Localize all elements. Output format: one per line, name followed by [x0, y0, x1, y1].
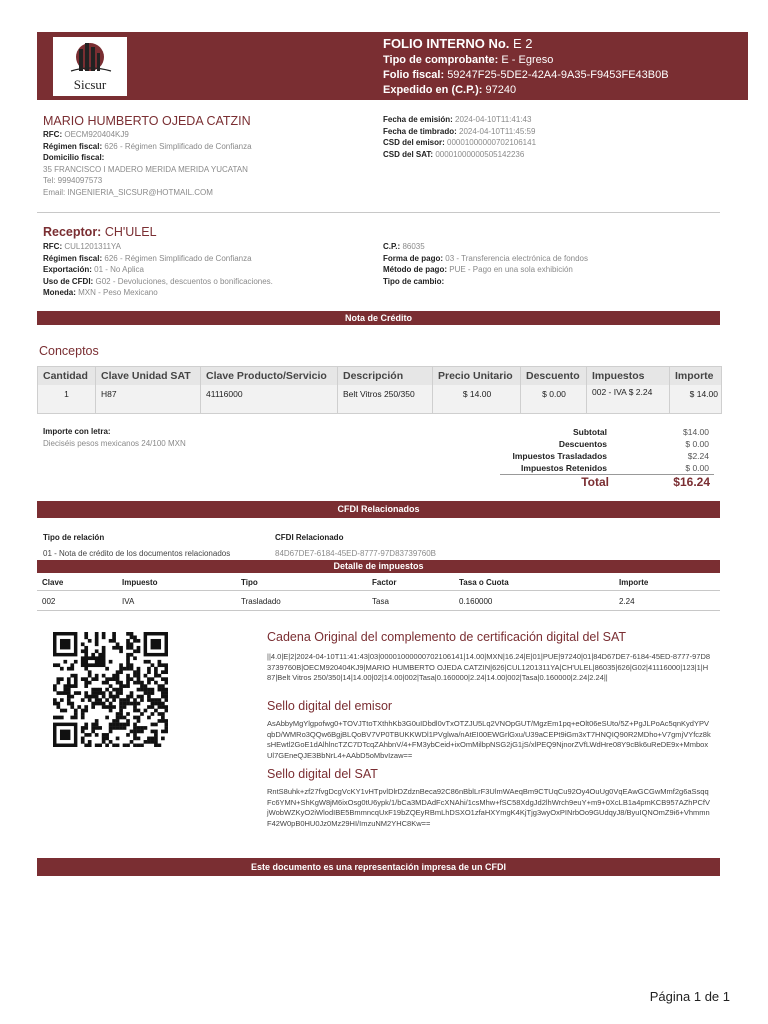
moneda-label: Moneda:: [43, 288, 76, 297]
csd-sat-label: CSD del SAT:: [383, 149, 434, 159]
exportacion-value: 01 - No Aplica: [94, 265, 144, 274]
total-label: Total: [581, 475, 609, 489]
folio-fiscal-label: Folio fiscal:: [383, 69, 445, 81]
folio-label: FOLIO INTERNO No.: [383, 36, 510, 51]
th-descuento: Descuento: [526, 370, 580, 382]
receptor-regimen: 626 - Régimen Simplificado de Confianza: [104, 253, 252, 263]
metodo-pago-label: Método de pago:: [383, 265, 447, 274]
imp-th-factor: Factor: [372, 578, 397, 587]
imp-divider-bottom: [37, 610, 720, 611]
importe-letra-value: Dieciséis pesos mexicanos 24/100 MXN: [43, 439, 186, 448]
imp-td-tasa: 0.160000: [459, 597, 493, 606]
moneda-value: MXN - Peso Mexicano: [78, 288, 158, 297]
imp-td-tipo: Trasladado: [241, 597, 281, 606]
cfdi-relacionados-band: CFDI Relacionados: [37, 501, 720, 518]
emision-label: Fecha de emisión:: [383, 115, 453, 124]
metodo-pago-value: PUE - Pago en una sola exhibición: [449, 265, 573, 274]
receptor-details: [43, 241, 373, 299]
imp-th-tipo: Tipo: [241, 578, 258, 587]
timbrado-value: 2024-04-10T11:45:59: [459, 126, 536, 136]
trasladados-value: $2.24: [687, 451, 709, 461]
timbrado-label: Fecha de timbrado:: [383, 126, 457, 136]
nota-credito-band: Nota de Crédito: [37, 311, 720, 325]
th-cantidad: Cantidad: [43, 370, 88, 382]
tipo-label: Tipo de comprobante:: [383, 54, 499, 66]
folio-interno: [383, 36, 533, 51]
uso-cfdi-label: Uso de CFDI:: [43, 276, 94, 286]
conceptos-header: [37, 366, 722, 386]
cp-label: C.P.:: [383, 242, 401, 251]
csd-emisor-value: 00001000000702106141: [447, 138, 537, 147]
tipo-relacion-label: Tipo de relación: [43, 533, 105, 542]
tipo-relacion-value: 01 - Nota de crédito de los documentos relacionados: [43, 549, 231, 558]
imp-divider: [37, 590, 720, 591]
th-impuestos: Impuestos: [592, 370, 645, 382]
receptor-name: CH'ULEL: [104, 225, 157, 239]
emisor-rfc-label: RFC:: [43, 130, 63, 139]
emisor-name: MARIO HUMBERTO OJEDA CATZIN: [43, 114, 251, 128]
imp-th-impuesto: Impuesto: [122, 578, 158, 587]
qr-code-image: [53, 632, 168, 747]
tipo-value: E - Egreso: [501, 54, 554, 66]
subtotal-value: $14.00: [683, 427, 709, 437]
table-row: [37, 385, 722, 414]
forma-pago-label: Forma de pago:: [383, 253, 444, 263]
descuentos-label: Descuentos: [558, 439, 607, 449]
subtotal-label: Subtotal: [573, 427, 607, 437]
expedido-en: [383, 84, 516, 96]
imp-td-importe: 2.24: [619, 597, 635, 606]
tipo-comprobante: [383, 54, 553, 66]
folio-fiscal: [383, 69, 669, 81]
imp-td-clave: 002: [42, 597, 56, 606]
tipo-cambio-label: Tipo de cambio:: [383, 276, 445, 286]
receptor-label: Receptor:: [43, 225, 102, 239]
exportacion-label: Exportación:: [43, 265, 92, 274]
td-cantidad: 1: [64, 389, 69, 399]
detalle-impuestos-band: Detalle de impuestos: [37, 560, 720, 573]
td-precio: $ 14.00: [462, 389, 492, 399]
total-value: $16.24: [673, 475, 710, 489]
cfdi-relacionado-label: CFDI Relacionado: [275, 533, 344, 542]
emisor-domicilio-label: Domicilio fiscal:: [43, 153, 105, 162]
th-clave-producto: Clave Producto/Servicio: [206, 370, 327, 382]
csd-sat-value: 00001000000505142236: [435, 149, 525, 159]
descuentos-value: $ 0.00: [685, 439, 709, 449]
cfdi-relacionado-value: 84D67DE7-6184-45ED-8777-97D83739760B: [275, 549, 437, 558]
cadena-original-title: Cadena Original del complemento de certificación digital del SAT: [267, 630, 626, 644]
td-impuestos: 002 - IVA $ 2.24: [592, 387, 653, 397]
td-descuento: $ 0.00: [542, 389, 566, 399]
sello-sat-title: Sello digital del SAT: [267, 767, 378, 781]
emisor-tel: Tel: 9994097573: [43, 176, 103, 185]
th-clave-unidad: Clave Unidad SAT: [101, 370, 191, 382]
cadena-original-text: ||4.0|E|2|2024-04-10T11:41:43|03|00001000000702106141|14.00|MXN|16.24|E|01|PUE|97240|01|84D67DE7-6184-45ED-8777-97D83739760B|OECM920404KJ9|MARIO HUMBERTO OJEDA CATZIN|626|CUL1201311YA|CH'ULEL|86035|626|G02|41116000|123|1|H87|Belt Vitros 250/350|14|14.00|02|14.00|002|Tasa|0.160000|2.24|14.00|002|Tasa|0.160000|2.24|2.24||: [267, 652, 711, 682]
td-importe: $ 14.00: [689, 389, 718, 399]
retenidos-label: Impuestos Retenidos: [521, 463, 607, 473]
csd-emisor-label: CSD del emisor:: [383, 138, 445, 147]
emisor-regimen: 626 - Régimen Simplificado de Confianza: [104, 141, 252, 151]
cp-value: 86035: [402, 242, 425, 251]
divider: [37, 212, 720, 213]
pago-details: [383, 241, 723, 287]
expedido-label: Expedido en (C.P.):: [383, 84, 483, 96]
td-clave-unidad: H87: [101, 389, 117, 399]
sello-emisor-title: Sello digital del emisor: [267, 699, 393, 713]
td-clave-producto: 41116000: [206, 389, 243, 399]
th-precio: Precio Unitario: [438, 370, 513, 382]
emision-value: 2024-04-10T11:41:43: [455, 115, 532, 124]
th-importe: Importe: [675, 370, 714, 382]
imp-th-importe: Importe: [619, 578, 649, 587]
emisor-rfc: OECM920404KJ9: [64, 130, 129, 139]
receptor-rfc-label: RFC:: [43, 242, 63, 251]
receptor-regimen-label: Régimen fiscal:: [43, 253, 103, 263]
imp-td-factor: Tasa: [372, 597, 389, 606]
emisor-details: [43, 129, 363, 198]
folio-fiscal-value: 59247F25-5DE2-42A4-9A35-F9453FE43B0B: [447, 69, 669, 81]
receptor-rfc: CUL1201311YA: [64, 242, 121, 251]
importe-letra-label: Importe con letra:: [43, 427, 111, 436]
expedido-value: 97240: [485, 84, 517, 96]
svg-text:Sicsur: Sicsur: [73, 77, 107, 92]
td-descripcion: Belt Vitros 250/350: [343, 389, 415, 399]
company-logo: [53, 37, 127, 96]
emisor-email: Email: INGENIERIA_SICSUR@HOTMAIL.COM: [43, 187, 213, 197]
sello-emisor-text: AsAbbyMgYlgpofwg0+TOVJTtoTXthhKb3G0uIDbdl0vTxOTZJU5Lq2VNOpGUT/MgzEm1pq+eOlt06eSUto/5Z+PgJLPoAc5qnKydYPVqbD/WMRo3QQw6BgjBLQoBV7VP0TBUKKWDl1PVglwa/nAtEI00EWGrlGxu/U39aCEPt9iGm3xT7HNQIQ90R2MDho+V7gmjVYfcz8ksHEwtl2GoE1dAlhlncTZC7DTcqZAhbnV/4+FM3ybCeid+ixOmMilbpNSG2jG1jS/xlPEQ9NjnorZVfLWdHre08Y9cBk6uReDE9x+MmboxUl7GEneQJE3BbNrL4+AAbD5oMbvIzaw==: [267, 719, 711, 760]
receptor-title: [43, 225, 157, 239]
trasladados-label: Impuestos Trasladados: [512, 451, 607, 461]
emisor-domicilio: 35 FRANCISCO I MADERO MERIDA MERIDA YUCATAN: [43, 164, 248, 174]
emisor-regimen-label: Régimen fiscal:: [43, 141, 103, 151]
uso-cfdi-value: G02 - Devoluciones, descuentos o bonificaciones.: [95, 276, 273, 286]
footer-band: Este documento es una representación impresa de un CFDI: [37, 858, 720, 876]
imp-th-tasa: Tasa o Cuota: [459, 578, 509, 587]
sello-sat-text: RntS8uhk+zf27fvgDcgVcKY1vHTpvlDlrDZdznBeca92C86nBblLrF3UlmWAeqBm9CTUqCu92Oy4OuUg0VqEAwGCGwMmf2g6aSsqqFc6YMN+ShKgW8jM6ixOsg0tU6ypk/1/bCa3MDAdFcXNAhi/1csMhw+fSC58XdgJd2lhWrch9euY+m9+0XcLB1a4pmKCB957AZhPCfVjWobWZKyO2iWlodIBE5BmmncqUxF19bZQEyRBmLhDSXO1zfaHXYmgK4KjTjg3wyOxPINrbOo9GUdqyJ8/ByuIQNOmZ9i6+VhmmnF42W0pB0HU0Jz0Mz29HI/ImzuNM2YHC8Kw==: [267, 787, 710, 828]
forma-pago-value: 03 - Transferencia electrónica de fondos: [445, 253, 588, 263]
fechas-block: [383, 114, 723, 160]
imp-td-impuesto: IVA: [122, 597, 135, 606]
conceptos-title: Conceptos: [39, 344, 99, 358]
page-number: Página 1 de 1: [649, 989, 730, 1004]
retenidos-value: $ 0.00: [685, 463, 709, 473]
imp-th-clave: Clave: [42, 578, 64, 587]
th-descripcion: Descripción: [343, 370, 404, 382]
folio-value: E 2: [513, 36, 533, 51]
